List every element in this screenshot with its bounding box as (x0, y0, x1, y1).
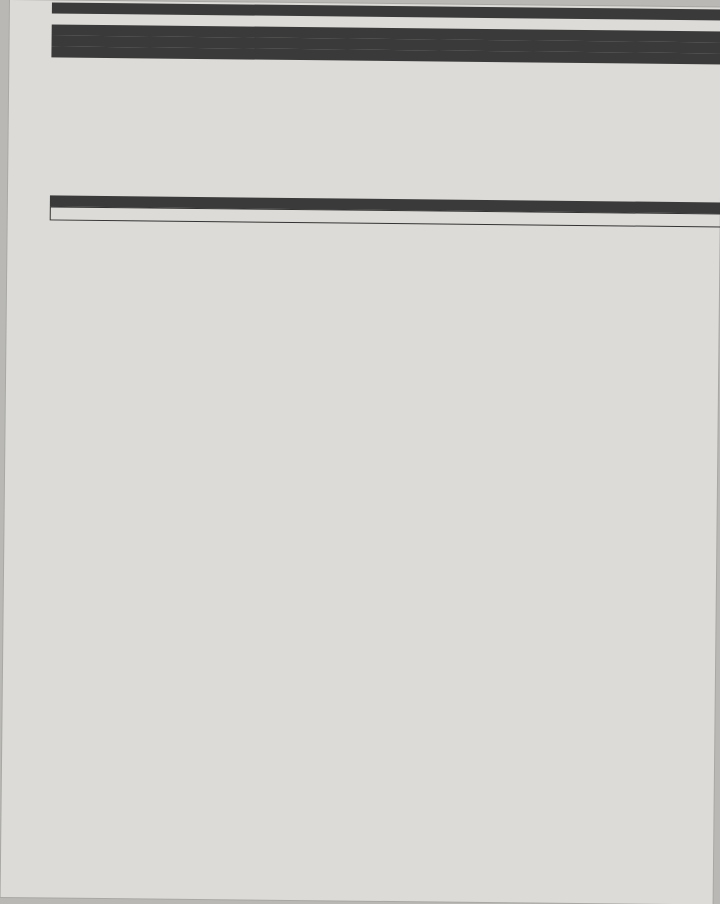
pbt-account-info (55, 217, 717, 224)
price-sheet (50, 0, 720, 227)
docs-heading (55, 211, 717, 218)
pbt-account-heading (55, 217, 717, 224)
account-info (55, 215, 717, 222)
document-page (1, 0, 720, 904)
docs-list (55, 211, 717, 218)
payment-schedule (50, 57, 720, 202)
account-heading (55, 215, 717, 222)
